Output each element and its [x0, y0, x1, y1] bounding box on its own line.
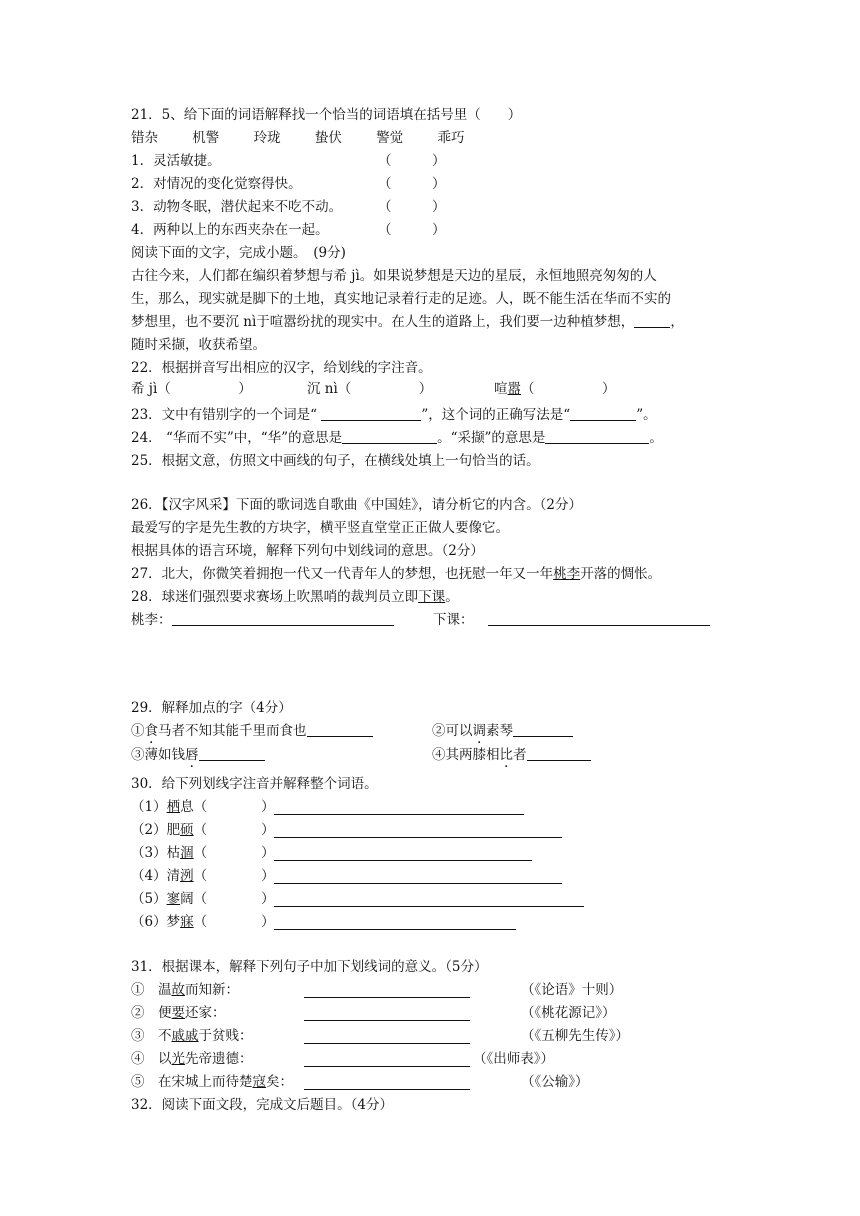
- fill-blank[interactable]: [527, 746, 591, 761]
- q29-item-1: ①食马者不知其能千里而食也: [131, 722, 373, 740]
- q30-item-1: （1）栖息（ ）: [131, 799, 275, 815]
- q30-item-3: （3）枯涸（ ）: [131, 845, 275, 861]
- answer-line[interactable]: [274, 846, 532, 861]
- reading-intro: 阅读下面的文字，完成小题。 (9分): [131, 245, 346, 261]
- q29-item-2: ②可以调素琴: [432, 722, 573, 740]
- q21-item-4: 4．两种以上的东西夹杂在一起。: [131, 222, 329, 238]
- passage-line: 随时采撷，收获希望。: [131, 337, 266, 353]
- q26-title: 26．【汉字风采】下面的歌词选自歌曲《中国娃》，请分析它的内含。（2分）: [131, 497, 583, 513]
- answer-line[interactable]: [304, 1075, 470, 1090]
- answer-label: 桃李：: [131, 612, 172, 628]
- underlined-word: 下课: [418, 589, 446, 605]
- q22-item-c: 喧嚣（ ）: [494, 381, 616, 397]
- q22-item-a: 希 jì（ ）: [131, 381, 252, 397]
- answer-line[interactable]: [274, 892, 584, 907]
- fill-blank[interactable]: [513, 722, 573, 737]
- dotted-char: 食: [144, 723, 158, 739]
- underlined-word: 桃李: [553, 566, 581, 582]
- q31-item-1: ① 温故而知新：: [131, 982, 239, 998]
- q28-answer-xiake: [433, 611, 710, 629]
- q30-item-4: （4）清洌（ ）: [131, 868, 275, 884]
- underlined-word: 光: [171, 1051, 185, 1067]
- q31-item-5: ⑤ 在宋城上而待楚寇矣：: [131, 1074, 293, 1090]
- fill-blank[interactable]: [199, 746, 265, 761]
- source-note: （《五柳先生传》）: [521, 1028, 629, 1044]
- passage-text: ，: [670, 314, 684, 330]
- q26-lyric: 最爱写的字是先生教的方块字，横平竖直堂堂正正做人要像它。: [131, 520, 509, 536]
- answer-paren[interactable]: （ ）: [378, 222, 446, 238]
- q21-item-2: 2．对情况的变化觉察得快。: [131, 176, 302, 192]
- source-note: （《公输》）: [521, 1074, 589, 1090]
- fill-blank[interactable]: [634, 313, 670, 328]
- q22-title: 22．根据拼音写出相应的汉字，给划线的字注音。: [131, 360, 432, 376]
- word-option: 错杂: [131, 130, 158, 146]
- q30-item-5: （5）寥阔（ ）: [131, 891, 275, 907]
- answer-paren[interactable]: （ ）: [378, 199, 446, 215]
- q29-item-3: ③薄如钱唇: [131, 746, 265, 764]
- answer-line[interactable]: [274, 800, 524, 815]
- answer-line[interactable]: [172, 611, 394, 626]
- answer-line[interactable]: [488, 611, 710, 626]
- answer-paren[interactable]: （ ）: [378, 176, 446, 192]
- underlined-char: 栖: [166, 799, 181, 815]
- source-note: （《出师表》）: [473, 1051, 554, 1067]
- underlined-char: 嚣: [507, 381, 521, 397]
- dotted-char: 唇: [185, 747, 199, 763]
- dotted-char: 调: [472, 723, 486, 739]
- q30-title: 30．给下列划线字注音并解释整个词语。: [131, 776, 378, 792]
- answer-paren[interactable]: （ ）: [378, 153, 446, 169]
- answer-line[interactable]: [304, 1052, 470, 1067]
- passage-line: [131, 313, 684, 331]
- q31-item-2: ② 便要还家：: [131, 1005, 226, 1021]
- fill-blank[interactable]: [545, 429, 649, 444]
- underlined-char: 洌: [180, 868, 194, 884]
- q21-item-1: 1．灵活敏捷。: [131, 153, 221, 169]
- q21-title: 21．5、给下面的词语解释找一个恰当的词语填在括号里（ ）: [131, 107, 522, 123]
- source-note: （《桃花源记》）: [521, 1005, 616, 1021]
- q30-item-2: （2）肥硕（ ）: [131, 822, 275, 838]
- q31-title: 31．根据课本，解释下列句子中加下划线词的意义。（5分）: [131, 959, 488, 975]
- fill-blank[interactable]: [307, 722, 373, 737]
- q25: 25．根据文意，仿照文中画线的句子，在横线处填上一句恰当的话。: [131, 453, 540, 469]
- word-option: 玲珑: [253, 130, 281, 146]
- underlined-word: 戚戚: [171, 1028, 199, 1044]
- word-option: 蛰伏: [314, 130, 342, 146]
- passage-line: 古往今来，人们都在编织着梦想与希 jì。如果说梦想是天边的星辰，永恒地照亮匆匆的人: [131, 268, 657, 284]
- underlined-word: 故: [171, 982, 185, 998]
- q29-title: 29．解释加点的字（4分）: [131, 700, 292, 716]
- fill-blank[interactable]: [321, 406, 421, 421]
- q22-item-b: 沉 nì（ ）: [307, 381, 433, 397]
- answer-line[interactable]: [274, 915, 516, 930]
- answer-line[interactable]: [274, 869, 562, 884]
- answer-line[interactable]: [304, 1006, 470, 1021]
- answer-line[interactable]: [304, 983, 470, 998]
- q29-item-4: ④其两膝相比者: [432, 746, 591, 764]
- fill-blank[interactable]: [342, 429, 437, 444]
- q26-instruction: 根据具体的语言环境，解释下列句中划线词的意思。（2分）: [131, 543, 484, 559]
- q27: 27．北大，你微笑着拥抱一代又一代青年人的梦想，也抚慰一年又一年桃李开落的惆怅。: [131, 566, 662, 582]
- source-note: （《论语》十则）: [521, 982, 623, 998]
- answer-line[interactable]: [304, 1029, 470, 1044]
- q28: 28．球迷们强烈要求赛场上吹黑哨的裁判员立即下课。: [131, 589, 459, 605]
- fill-blank[interactable]: [570, 406, 636, 421]
- underlined-char: 寥: [166, 891, 181, 907]
- q32-title: 32．阅读下面文段，完成文后题目。（4分）: [131, 1097, 394, 1113]
- passage-text: 梦想里，也不要沉 nì于喧嚣纷扰的现实中。在人生的道路上，我们要一边种植梦想，: [131, 314, 635, 330]
- passage-line: 生，那么，现实就是脚下的土地，真实地记录着行走的足迹。人，既不能生活在华而不实的: [131, 291, 671, 307]
- q23: 23．文中有错别字的一个词是“ ”，这个词的正确写法是“ ”。: [131, 407, 657, 423]
- word-option: 警觉: [376, 130, 404, 146]
- q28-answer-taoli: [131, 611, 394, 629]
- q21-word-list: [131, 129, 464, 147]
- underlined-word: 要: [171, 1005, 185, 1021]
- q21-item-3: 3．动物冬眠，潜伏起来不吃不动。: [131, 199, 343, 215]
- q31-item-4: ④ 以光先帝遗德：: [131, 1051, 253, 1067]
- q30-item-6: （6）梦寐（ ）: [131, 914, 275, 930]
- underlined-char: 涸: [180, 845, 194, 861]
- answer-label: 下课：: [433, 612, 474, 628]
- q24: 24． “华而不实”中，“华”的意思是 。“采撷”的意思是 。: [131, 430, 663, 446]
- word-option: 机警: [192, 130, 220, 146]
- q31-item-3: ③ 不戚戚于贫贱：: [131, 1028, 253, 1044]
- word-option: 乖巧: [437, 130, 465, 146]
- underlined-char: 硕: [180, 822, 194, 838]
- underlined-char: 寐: [180, 914, 194, 930]
- underlined-word: 寇: [252, 1074, 266, 1090]
- dotted-char: 比: [499, 747, 513, 763]
- answer-line[interactable]: [274, 823, 562, 838]
